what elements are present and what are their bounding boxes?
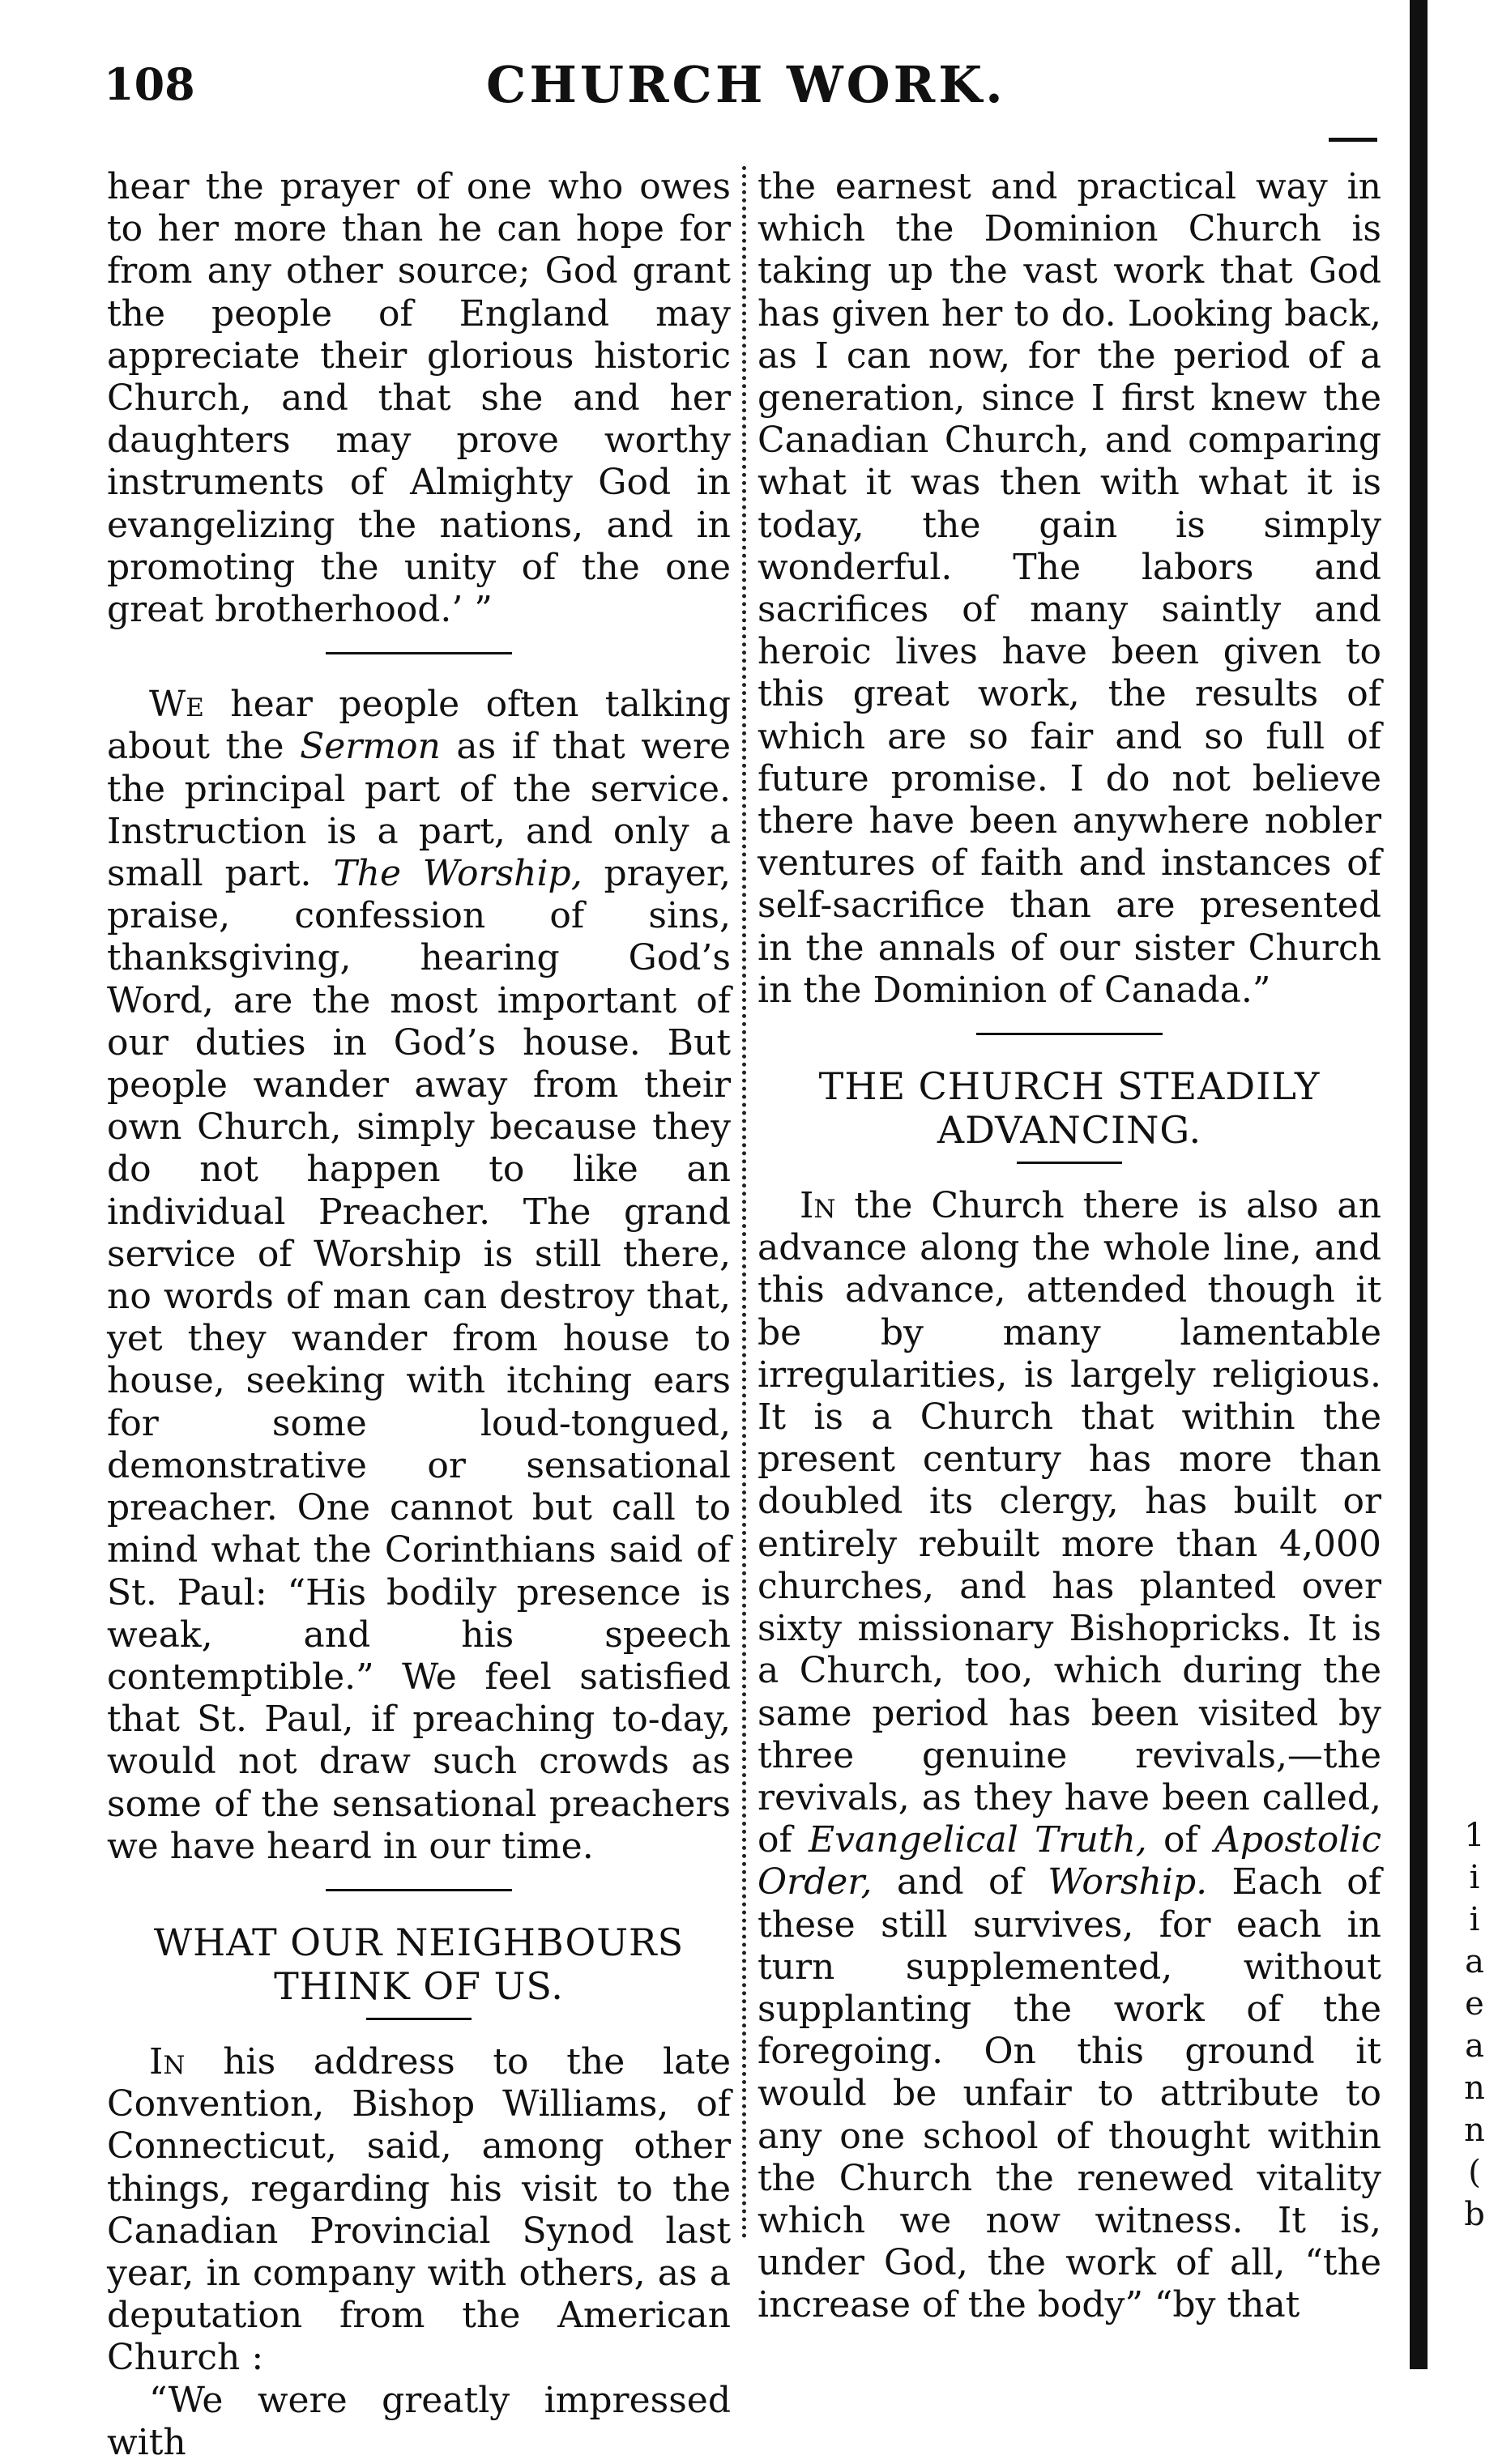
small-caps-lead: In: [149, 2040, 186, 2082]
column-divider: [742, 166, 746, 2240]
paragraph-text: as if that were the principal part of the service. Instruction is a part, and only a small part.: [107, 726, 731, 895]
section-heading: THE CHURCH STEADILY ADVANCING.: [818, 1064, 1321, 1153]
section-rule: [326, 652, 512, 654]
left-paragraph-1: hear the prayer of one who owes to her more than he can hope for from any other source; God grant the people of England may appreciate their glorious historic Church, and that she and her daughters may prove worthy instruments of Almighty God in evangelizing the nations, and in promoting the unity of the one great brotherhood.’ ”: [107, 166, 731, 631]
left-paragraph-3: [107, 2041, 731, 2380]
left-paragraph-2: [107, 684, 731, 1868]
italic-term: Evangelical Truth,: [809, 1819, 1147, 1861]
paragraph-text: of: [1146, 1819, 1215, 1861]
left-paragraph-4: “We were greatly impressed with: [107, 2379, 731, 2463]
margin-letter: n: [1464, 2112, 1485, 2149]
paragraph-text: prayer, praise, confession of sins, thanksgiving, hearing God’s Word, are the most important of our duties in God’s house. But people wander away from their own Church, simply because they do not happen to like an individual Preacher. The grand service of Worship is still there, no words of man can destroy that, yet they wander from house to house, seeking with itching ears for some loud-tongued, demonstrative or sensational preacher. One cannot but call to mind what the Corinthians said of St. Paul: “His bodily presence is weak, and his speech contemptible.” We feel satisfied that St. Paul, if preaching to-day, would not draw such crowds as some of the sensational preachers we have heard in our time.: [107, 853, 731, 1867]
margin-letter: e: [1465, 1985, 1484, 2023]
header-dash: [1329, 138, 1377, 142]
paragraph-text: his address to the late Convention, Bishop Williams, of Connecticut, said, among other things, regarding his visit to the Canadian Provincial Synod last year, in company with others, as a deputation from the American Church :: [107, 2040, 731, 2379]
left-column: [107, 166, 731, 2464]
right-column: [758, 166, 1381, 2327]
page-edge-shadow: [1410, 0, 1428, 2369]
heading-rule: [1017, 1162, 1122, 1164]
section-rule: [326, 1889, 512, 1891]
paragraph-text: the Church there is also an advance along the whole line, and this advance, attended though it be by many lamentable irregularities, is largely religious. It is a Church that within the present century has more than doubled its clergy, has built or entirely rebuilt more than 4,000 churches, and has planted over sixty missionary Bishopricks. It is a Church, too, which during the same period has been visited by three genuine revivals,—the revivals, as they have been called, of: [758, 1185, 1381, 1861]
margin-letter: i: [1469, 1901, 1480, 1938]
heading-rule: [366, 2018, 472, 2020]
margin-letter: (: [1468, 2154, 1481, 2191]
adjacent-page-fragment: [1458, 1814, 1491, 2236]
page-number: 108: [104, 58, 195, 110]
paragraph-text: and of: [872, 1861, 1048, 1903]
margin-letter: a: [1465, 2027, 1484, 2065]
margin-letter: n: [1464, 2070, 1485, 2107]
italic-term: Sermon: [300, 726, 441, 768]
margin-letter: b: [1464, 2196, 1485, 2233]
section-heading: WHAT OUR NEIGHBOURS THINK OF US.: [153, 1920, 685, 2008]
running-head: CHURCH WORK.: [486, 55, 1006, 114]
paragraph-text: hear people often talking about the: [107, 684, 731, 768]
small-caps-lead: In: [800, 1185, 836, 1227]
margin-letter: a: [1465, 1943, 1484, 1980]
right-paragraph-2: [758, 1185, 1381, 2326]
right-paragraph-1: the earnest and practical way in which the Dominion Church is taking up the vast work that God has given her to do. Looking back, as I can now, for the period of a generation, since I first knew the Canadian Church, and comparing what it was then with what it is today, the gain is simply wonderful. The labors and sacrifices of many saintly and heroic lives have been given to this great work, the results of which are so fair and so full of future promise. I do not believe there have been anywhere nobler ventures of faith and instances of self-sacrifice than are presented in the annals of our sister Church in the Dominion of Canada.”: [758, 166, 1381, 1011]
margin-letter: 1: [1464, 1817, 1485, 1854]
paragraph-text: Each of these still survives, for each in turn supplemented, without supplanting the work of the foregoing. On this ground it would be unfair to attribute to any one school of thought within the Church the renewed vitality which we now witness. It is, under God, the work of all, “the increase of the body” “by that: [758, 1861, 1381, 2326]
italic-term: Apostolic Order,: [758, 1819, 1381, 1903]
section-rule: [976, 1033, 1163, 1035]
margin-letter: i: [1469, 1859, 1480, 1896]
italic-term: Worship.: [1048, 1861, 1208, 1903]
italic-term: The Worship,: [333, 853, 583, 895]
small-caps-lead: We: [149, 684, 204, 726]
